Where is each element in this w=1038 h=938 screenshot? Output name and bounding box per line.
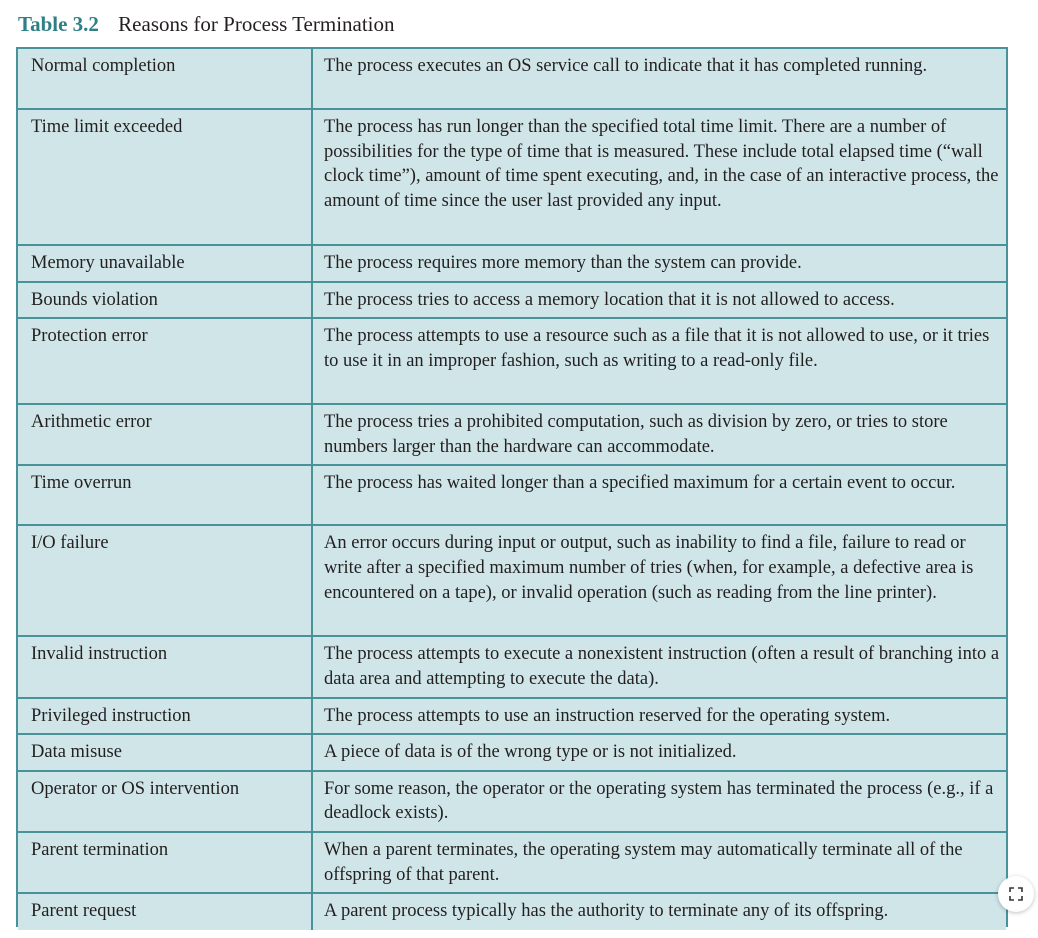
description-cell: The process attempts to use an instruction reserved for the operating system. [312, 698, 1006, 735]
description-cell: The process tries to access a memory location that it is not allowed to access. [312, 282, 1006, 319]
reason-cell: Privileged instruction [18, 698, 312, 735]
reason-cell: Normal completion [18, 49, 312, 109]
reason-cell: Memory unavailable [18, 245, 312, 282]
table-caption [18, 10, 395, 38]
table-row [18, 771, 1006, 832]
reason-cell: Protection error [18, 318, 312, 404]
description-cell: When a parent terminates, the operating system may automatically terminate all of the offspring of that parent. [312, 832, 1006, 893]
table-number: Table 3.2 [18, 12, 99, 36]
termination-reasons-table [16, 47, 1008, 927]
expand-button[interactable] [998, 876, 1034, 912]
expand-icon [1009, 887, 1023, 901]
description-cell: The process attempts to use a resource such as a file that it is not allowed to use, or it tries to use it in an improper fashion, such as writing to a read-only file. [312, 318, 1006, 404]
description-cell: The process tries a prohibited computation, such as division by zero, or tries to store numbers larger than the hardware can accommodate. [312, 404, 1006, 465]
reason-cell: Arithmetic error [18, 404, 312, 465]
description-cell: The process has run longer than the specified total time limit. There are a number of possibilities for the type of time that is measured. These include total elapsed time (“wall clock time”), amount of time spent executing, and, in the case of an interactive process, the amount of time since the user last provided any input. [312, 109, 1006, 245]
table-row [18, 49, 1006, 109]
table-row [18, 318, 1006, 404]
description-cell: A parent process typically has the authority to terminate any of its offspring. [312, 893, 1006, 930]
reason-cell: Parent request [18, 893, 312, 930]
description-cell: A piece of data is of the wrong type or is not initialized. [312, 734, 1006, 771]
table-row [18, 109, 1006, 245]
reason-cell: Operator or OS intervention [18, 771, 312, 832]
table-row [18, 734, 1006, 771]
table [18, 49, 1006, 930]
reason-cell: Time limit exceeded [18, 109, 312, 245]
table-row [18, 282, 1006, 319]
description-cell: An error occurs during input or output, such as inability to find a file, failure to read or write after a specified maximum number of tries (when, for example, a defective area is encountered on a tape), or invalid operation (such as reading from the line printer). [312, 525, 1006, 636]
description-cell: The process attempts to execute a nonexistent instruction (often a result of branching into a data area and attempting to execute the data). [312, 636, 1006, 697]
description-cell: The process has waited longer than a specified maximum for a certain event to occur. [312, 465, 1006, 525]
table-row [18, 465, 1006, 525]
table-row [18, 245, 1006, 282]
table-row [18, 525, 1006, 636]
description-cell: For some reason, the operator or the operating system has terminated the process (e.g., if a deadlock exists). [312, 771, 1006, 832]
table-row [18, 832, 1006, 893]
reason-cell: Invalid instruction [18, 636, 312, 697]
table-row [18, 698, 1006, 735]
table-row [18, 404, 1006, 465]
reason-cell: Time overrun [18, 465, 312, 525]
description-cell: The process requires more memory than the system can provide. [312, 245, 1006, 282]
description-cell: The process executes an OS service call to indicate that it has completed running. [312, 49, 1006, 109]
table-row [18, 893, 1006, 930]
reason-cell: I/O failure [18, 525, 312, 636]
table-title: Reasons for Process Termination [118, 12, 395, 36]
table-row [18, 636, 1006, 697]
reason-cell: Bounds violation [18, 282, 312, 319]
reason-cell: Data misuse [18, 734, 312, 771]
reason-cell: Parent termination [18, 832, 312, 893]
